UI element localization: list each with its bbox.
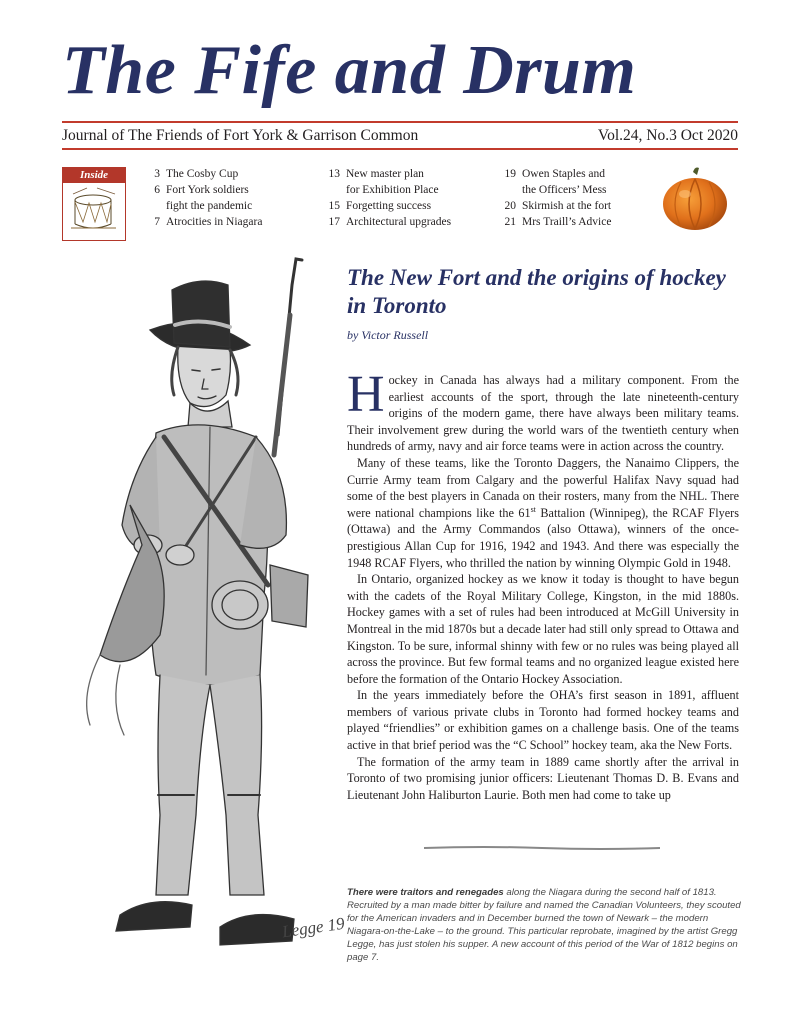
toc-entry[interactable] xyxy=(320,198,495,214)
decorative-divider xyxy=(424,846,660,850)
toc-title: Architectural upgrades xyxy=(346,216,452,228)
toc-title: New master plan for Exhibition Place xyxy=(346,168,439,196)
inside-box xyxy=(62,167,126,241)
caption-lead: There were traitors and renegades xyxy=(347,887,504,898)
toc-title: Skirmish at the fort xyxy=(522,200,612,212)
paragraph-text: Battalion (Winnipeg), the RCAF Flyers (Ottawa) and the Army Commandos (also Ottawa), winners of the once-prestigious Allan Cup for 1916, 1942 and 1943. And there was especially the 1948 RCAF Flyers, who thrilled the nation by winning Olympic Gold in 1948. xyxy=(347,505,739,570)
article-paragraph xyxy=(347,455,739,571)
inside-label: Inside xyxy=(63,168,125,183)
toc-entry[interactable] xyxy=(320,214,495,230)
issue-volume: Vol.24, No.3 Oct 2020 xyxy=(597,127,738,144)
toc-page: 21 xyxy=(504,216,516,228)
toc-title: Fort York soldiers fight the pandemic xyxy=(166,184,253,212)
toc-title: Forgetting success xyxy=(346,200,432,212)
masthead-rule-bottom xyxy=(62,148,738,150)
toc-column-3 xyxy=(496,166,656,230)
toc-title: Atrocities in Niagara xyxy=(166,216,263,228)
drop-cap: H xyxy=(347,366,385,423)
pumpkin-image xyxy=(661,166,729,232)
toc-page: 15 xyxy=(328,200,340,212)
caption-text: along the Niagara during the second half of 1813. Recruited by a man made bitter by failure and named the Canadian Volunteers, they scouted for the American invaders and in December burned the town of Newark – the modern Niagara-on-the-Lake – to the ground. This particular reprobate, imagined by the artist Gregg Legge, has just stolen his supper. A new account of this period of the War of 1812 begins on page 7. xyxy=(347,887,741,963)
paragraph-text: Many of these teams, like the Toronto Daggers, the Nanaimo Clippers, the Currie Army team from Calgary and the powerful Halifax Navy squad had some of the best players in Canada on their rosters, many from the NHL. There were national champions like the 61 xyxy=(347,455,739,520)
toc-page: 17 xyxy=(328,216,340,228)
paragraph-text: ockey in Canada has always had a military component. From the earliest accounts of the sport, through the late nineteenth-century origins of the modern game, there have always been military teams. Their involvement grew during the world wars of the twentieth century when hundreds of army, navy and air force teams were in action across the country. xyxy=(347,373,739,454)
toc-entry[interactable] xyxy=(320,166,495,198)
artist-signature: Legge 19 xyxy=(280,913,346,942)
toc-page: 19 xyxy=(504,168,516,180)
toc-entry[interactable] xyxy=(140,214,315,230)
article-byline: by Victor Russell xyxy=(347,328,429,342)
toc-entry[interactable] xyxy=(496,198,656,214)
ordinal-suffix: st xyxy=(530,504,536,514)
masthead-title: The Fife and Drum xyxy=(62,32,637,109)
toc-title: Mrs Traill’s Advice xyxy=(522,216,612,228)
toc-page: 6 xyxy=(154,184,160,196)
soldier-illustration xyxy=(60,255,350,970)
toc-page: 20 xyxy=(504,200,516,212)
toc-entry[interactable] xyxy=(140,182,315,214)
article-paragraph: The formation of the army team in 1889 came shortly after the arrival in Toronto of two promising junior officers: Lieutenant Thomas D. B. Evans and Lieutenant John Haliburton Laurie. Both men had come to take up xyxy=(347,754,739,802)
article-body xyxy=(347,366,739,803)
image-caption xyxy=(347,886,743,964)
toc-entry[interactable] xyxy=(496,166,656,198)
toc-entry[interactable] xyxy=(496,214,656,230)
article-paragraph: In Ontario, organized hockey as we know it today is thought to have begun with the cadets of the Royal Military College, Kingston, in the mid 1880s. Hockey games with a set of rules had been introduced at McGill University in Montreal in the mid 1870s but a decade later had still only spread to Ottawa and Kingston. To be sure, informal shinny with few or no rules was being played all across the province. But few formal teams and no organized league existed here before the formation of the Ontario Hockey Association. xyxy=(347,572,739,686)
toc-column-2 xyxy=(320,166,495,230)
article-title: The New Fort and the origins of hockey in Toronto xyxy=(347,265,726,318)
drum-illustration xyxy=(67,186,120,236)
journal-name: Journal of The Friends of Fort York & Garrison Common xyxy=(62,127,419,144)
article-paragraph: In the years immediately before the OHA’s first season in 1891, affluent members of various private clubs in Toronto had formed hockey teams and played “friendlies” or exhibition games on a challenge basis. One of the teams active in that brief period was the “C School” hockey team, aka the New Forts. xyxy=(347,688,739,753)
toc-title: Owen Staples and the Officers’ Mess xyxy=(522,168,607,196)
toc-column-1 xyxy=(140,166,315,230)
toc-title: The Cosby Cup xyxy=(166,168,239,180)
toc-entry[interactable] xyxy=(140,166,315,182)
toc-page: 3 xyxy=(154,168,160,180)
masthead-rule-top xyxy=(62,121,738,123)
toc-page: 13 xyxy=(328,168,340,180)
toc-page: 7 xyxy=(154,216,160,228)
article-paragraph xyxy=(347,366,739,455)
